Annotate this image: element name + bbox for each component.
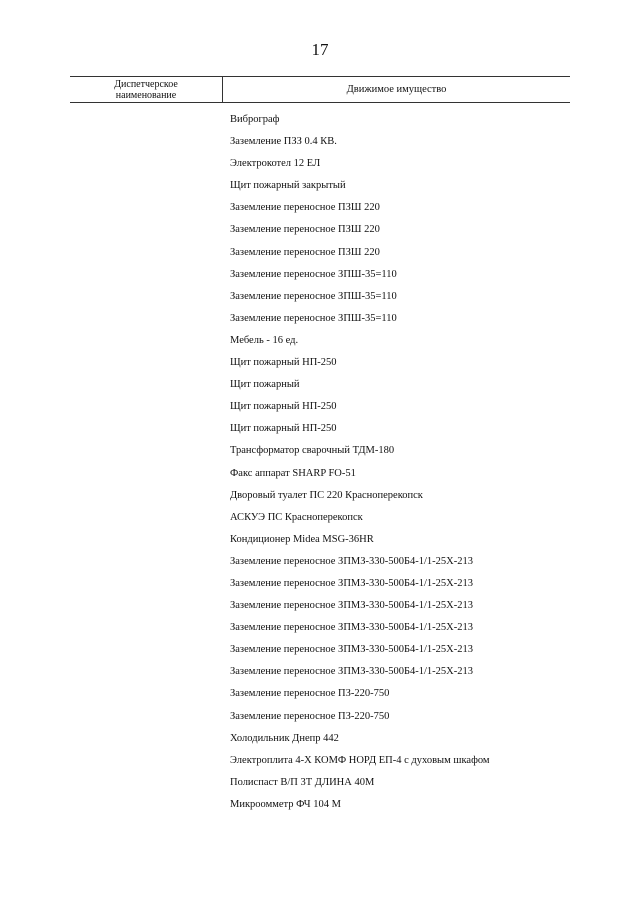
page-number: 17	[311, 40, 329, 59]
property-item: Щит пожарный НП-250	[230, 423, 337, 435]
property-item: Заземление переносное ПЗШ 220	[230, 246, 380, 258]
property-item: Заземление ПЗЗ 0.4 КВ.	[230, 136, 337, 148]
property-item: Дворовый туалет ПС 220 Красноперекопск	[230, 489, 423, 501]
property-item: Кондиционер Midea MSG-36HR	[230, 533, 374, 545]
property-item: Щит пожарный	[230, 379, 300, 391]
dispatcher-name-header-line1: Диспетчерское	[114, 78, 178, 90]
property-item: Заземление переносное ЗПМЗ-330-500Б4-1/1-25Х-213	[230, 600, 474, 612]
property-item: Факс аппарат SHARP FO-51	[230, 467, 356, 479]
property-item: Заземление переносное ЗПШ-35=110	[230, 268, 397, 280]
property-item: Виброграф	[230, 114, 280, 125]
property-item: Заземление переносное ЗПШ-35=110	[230, 290, 397, 302]
property-item: Трансформатор сварочный ТДМ-180	[230, 445, 395, 457]
property-item: Заземление переносное ЗПМЗ-330-500Б4-1/1-25Х-213	[230, 577, 474, 589]
table-header	[70, 76, 570, 103]
property-item: Щит пожарный НП-250	[230, 357, 337, 369]
property-item: Заземление переносное ЗПМЗ-330-500Б4-1/1-25Х-213	[230, 622, 474, 634]
property-item: АСКУЭ ПС Красноперекопск	[230, 511, 363, 523]
property-item: Заземление переносное ЗПМЗ-330-500Б4-1/1-25Х-213	[230, 666, 474, 678]
property-item: Щит пожарный НП-250	[230, 401, 337, 413]
property-item: Заземление переносное ЗПМЗ-330-500Б4-1/1-25Х-213	[230, 555, 474, 567]
property-item: Заземление переносное ПЗШ 220	[230, 224, 380, 236]
movable-property-column-header: Движимое имущество	[346, 84, 447, 95]
movable-property-list	[230, 113, 490, 820]
dispatcher-name-header-line2: наименование	[115, 89, 177, 101]
property-item: Заземление переносное ЗПШ-35=110	[230, 312, 397, 324]
property-item: Электроплита 4-Х КОМФ НОРД ЕП-4 с духовым шкафом	[230, 754, 490, 766]
dispatcher-name-column-header	[70, 77, 223, 102]
property-item: Заземление переносное ПЗ-220-750	[230, 710, 390, 722]
property-item: Мебель - 16 ед.	[230, 334, 299, 346]
property-item: Холодильник Днепр 442	[230, 732, 339, 744]
property-item: Полиспаст В/П 3Т ДЛИНА 40М	[230, 776, 375, 788]
property-item: Заземление переносное ПЗ-220-750	[230, 688, 390, 700]
property-item: Электрокотел 12 ЕЛ	[230, 158, 321, 170]
property-item: Микроомметр ФЧ 104 М	[230, 798, 341, 810]
property-item: Заземление переносное ПЗШ 220	[230, 202, 380, 214]
property-item: Щит пожарный закрытый	[230, 180, 346, 192]
property-item: Заземление переносное ЗПМЗ-330-500Б4-1/1-25Х-213	[230, 644, 474, 656]
